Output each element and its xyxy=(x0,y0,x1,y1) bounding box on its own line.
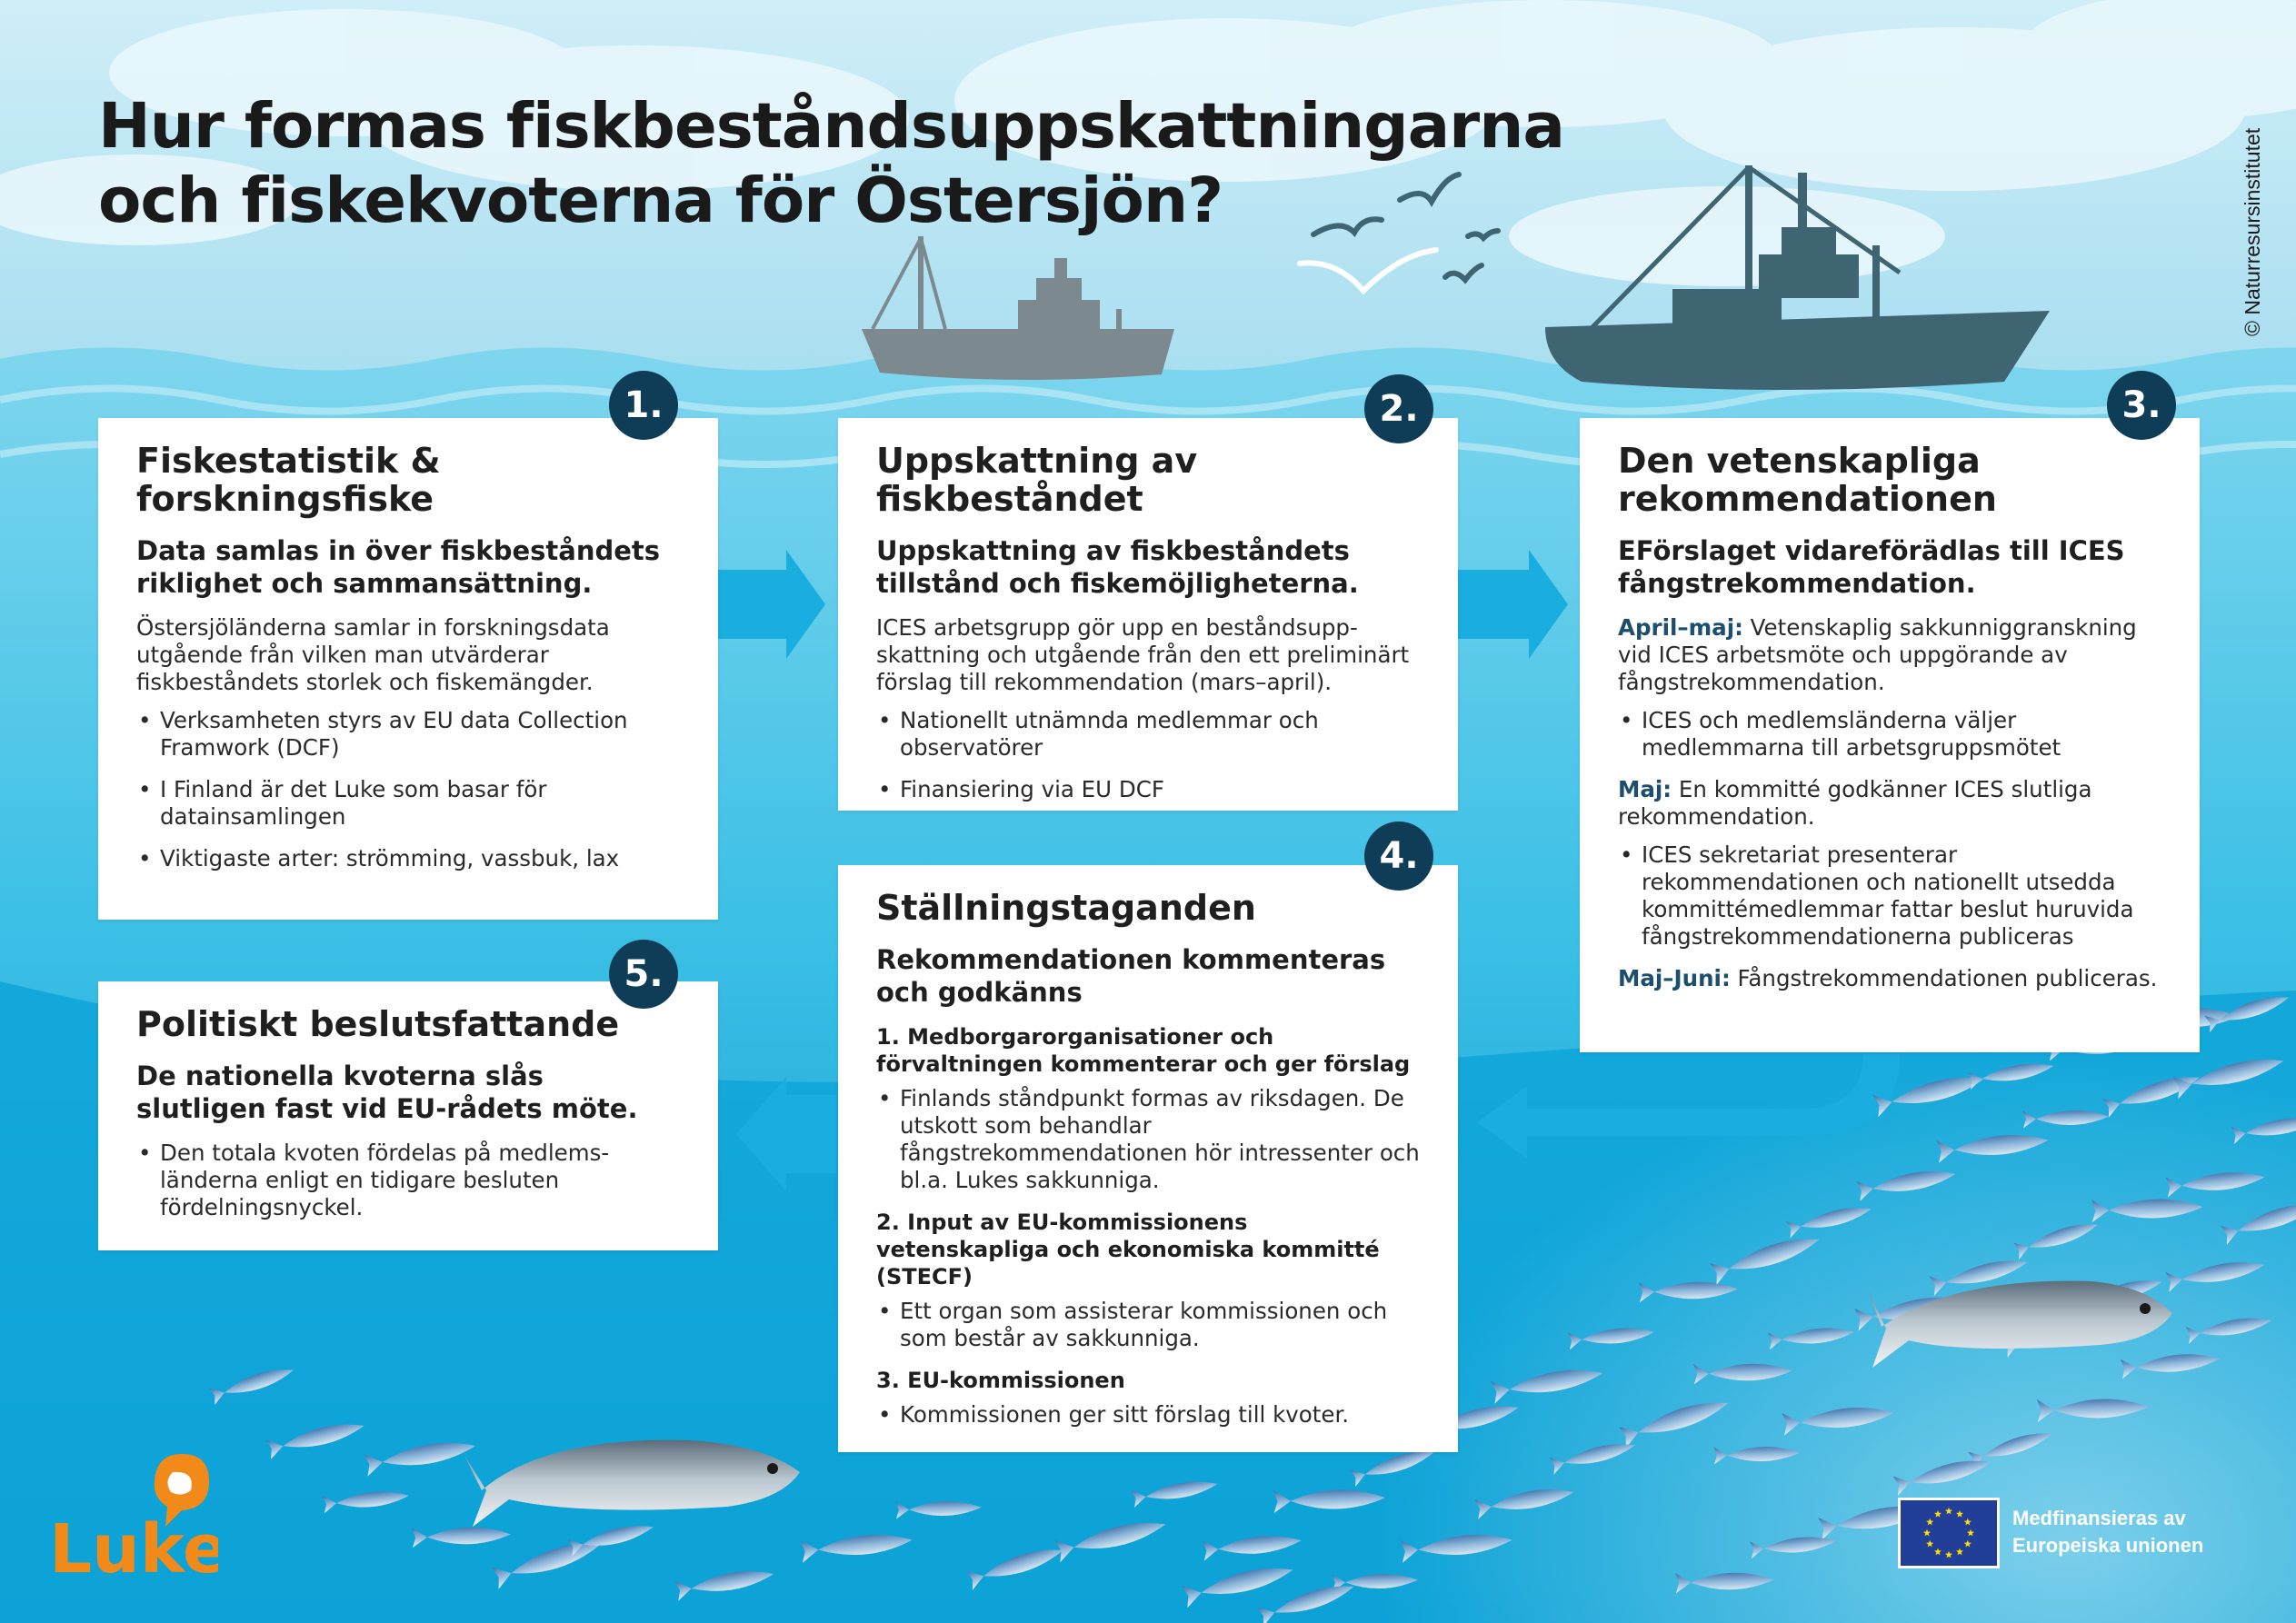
heading-line: forskningsfiske xyxy=(136,479,434,519)
card-heading: Uppskattning av fiskbeståndet xyxy=(876,441,1198,519)
bullet-list xyxy=(136,1140,682,1221)
timeline-body: Fångstrekommendationen publiceras. xyxy=(1730,965,2158,991)
eu-cofunding xyxy=(1898,1498,2243,1570)
bullet-item: • ICES och medlemsländerna väljer medlemmarna till arbetsgruppsmötet xyxy=(1618,707,2163,762)
heading-line: Fiskestatistik & xyxy=(136,441,441,481)
step-badge-4: 4. xyxy=(1364,821,1433,891)
timeline-text xyxy=(1618,614,2163,696)
eu-cofunding-text xyxy=(2012,1505,2203,1559)
card-uppskattning xyxy=(838,418,1458,811)
bullet-item: • Finansiering via EU DCF xyxy=(876,776,1422,803)
bullet-list xyxy=(1618,707,2163,762)
bullet-item: • Nationellt utnämnda medlemmar och observatörer xyxy=(876,707,1422,762)
bullet-list xyxy=(876,707,1422,803)
card-vetenskapliga-rekommendationen xyxy=(1580,418,2200,1052)
bullet-item: • Den totala kvoten fördelas på medlems-länderna enligt en tidigare besluten fördelningsnyckel. xyxy=(136,1140,682,1221)
card-lead: Rekommendationen kommenteras och godkänns xyxy=(876,944,1386,1008)
copyright-credit xyxy=(2229,55,2274,336)
eu-flag-icon xyxy=(1898,1498,2000,1568)
eu-line: Europeiska unionen xyxy=(2012,1534,2204,1557)
card-lead: Data samlas in över fiskbeståndets riklighet och sammansättning. xyxy=(136,535,661,599)
timeline-label: Maj–Juni: xyxy=(1618,965,1731,991)
eu-line: Medfinansieras av xyxy=(2012,1507,2186,1529)
bullet-item: • Ett organ som assisterar kommissionen och som består av sakkunniga. xyxy=(876,1298,1422,1352)
step-badge-5: 5. xyxy=(609,940,678,1009)
step-badge-1: 1. xyxy=(609,371,678,440)
luke-logo xyxy=(45,1445,218,1581)
card-heading xyxy=(136,442,682,518)
card-heading: Politiskt beslutsfattande xyxy=(136,1004,620,1044)
bullet-item: • ICES sekretariat presenterar rekommendationen och nationellt utsedda kommittémedlemmar fattar beslut huruvida fångstrekommendationerna publiceras xyxy=(1618,841,2163,951)
timeline-label: April–maj: xyxy=(1618,614,1743,641)
credit-text: © Naturresursinstitutet xyxy=(2241,127,2264,336)
bullet-list xyxy=(136,707,682,872)
page-title xyxy=(98,89,1564,238)
timeline-body: Vetenskaplig sakkunniggranskning vid ICES arbetsmöte och uppgörande av fångstrekommendation. xyxy=(1618,614,2137,695)
bullet-item: • Viktigaste arter: strömming, vassbuk, lax xyxy=(136,845,682,872)
bullet-list xyxy=(1618,841,2163,951)
luke-wordmark: Luke xyxy=(49,1510,218,1581)
card-lead: Uppskattning av fiskbeståndets tillstånd och fiskemöjligheterna. xyxy=(876,535,1359,599)
sub-heading: 2. Input av EU-kommissionens vetenskapliga och ekonomiska kommitté (STECF) xyxy=(876,1210,1380,1289)
card-fiskestatistik xyxy=(98,418,718,920)
timeline-text xyxy=(1618,776,2163,831)
title-line: och fiskekvoterna för Östersjön? xyxy=(98,164,1223,237)
bullet-list xyxy=(876,1085,1422,1194)
card-lead: EFörslaget vidareförädlas till ICES fångstrekommendation. xyxy=(1618,535,2125,599)
title-line: Hur formas fiskbeståndsuppskattningarna xyxy=(98,90,1564,163)
step-badge-3: 3. xyxy=(2107,371,2176,440)
timeline-text xyxy=(1618,965,2163,992)
sub-heading: 3. EU-kommissionen xyxy=(876,1368,1125,1393)
card-text: ICES arbetsgrupp gör upp en beståndsupp-skattning och utgående från den ett preliminärt förslag till rekommendation (mars–april). xyxy=(876,614,1410,695)
card-text: Östersjöländerna samlar in forskningsdata utgående från vilken man utvärderar fiskbeståndets storlek och fiskemängder. xyxy=(136,614,610,695)
card-stallningstaganden xyxy=(838,865,1458,1452)
card-heading: Ställningstaganden xyxy=(876,888,1256,928)
card-heading xyxy=(1618,442,2163,518)
sub-heading: 1. Medborgarorganisationer och förvaltningen kommenterar och ger förslag xyxy=(876,1024,1411,1077)
bullet-item: • Finlands ståndpunkt formas av riksdagen. De utskott som behandlar fångstrekommendationen hör intressenter och bl.a. Lukes sakkunniga. xyxy=(876,1085,1422,1194)
step-badge-2: 2. xyxy=(1364,374,1433,443)
heading-line: rekommendationen xyxy=(1618,479,1997,519)
card-lead: De nationella kvoterna slås slutligen fast vid EU-rådets möte. xyxy=(136,1060,638,1124)
heading-line: Den vetenskapliga xyxy=(1618,441,1981,481)
timeline-label: Maj: xyxy=(1618,776,1672,802)
timeline-body: En kommitté godkänner ICES slutliga rekommendation. xyxy=(1618,776,2092,830)
bullet-item: • I Finland är det Luke som basar för datainsamlingen xyxy=(136,776,682,831)
bullet-item: • Kommissionen ger sitt förslag till kvoter. xyxy=(876,1401,1422,1429)
bullet-list xyxy=(876,1401,1422,1429)
bullet-list xyxy=(876,1298,1422,1352)
bullet-item: • Verksamheten styrs av EU data Collection Framwork (DCF) xyxy=(136,707,682,762)
card-politiskt-beslutsfattande xyxy=(98,981,718,1250)
